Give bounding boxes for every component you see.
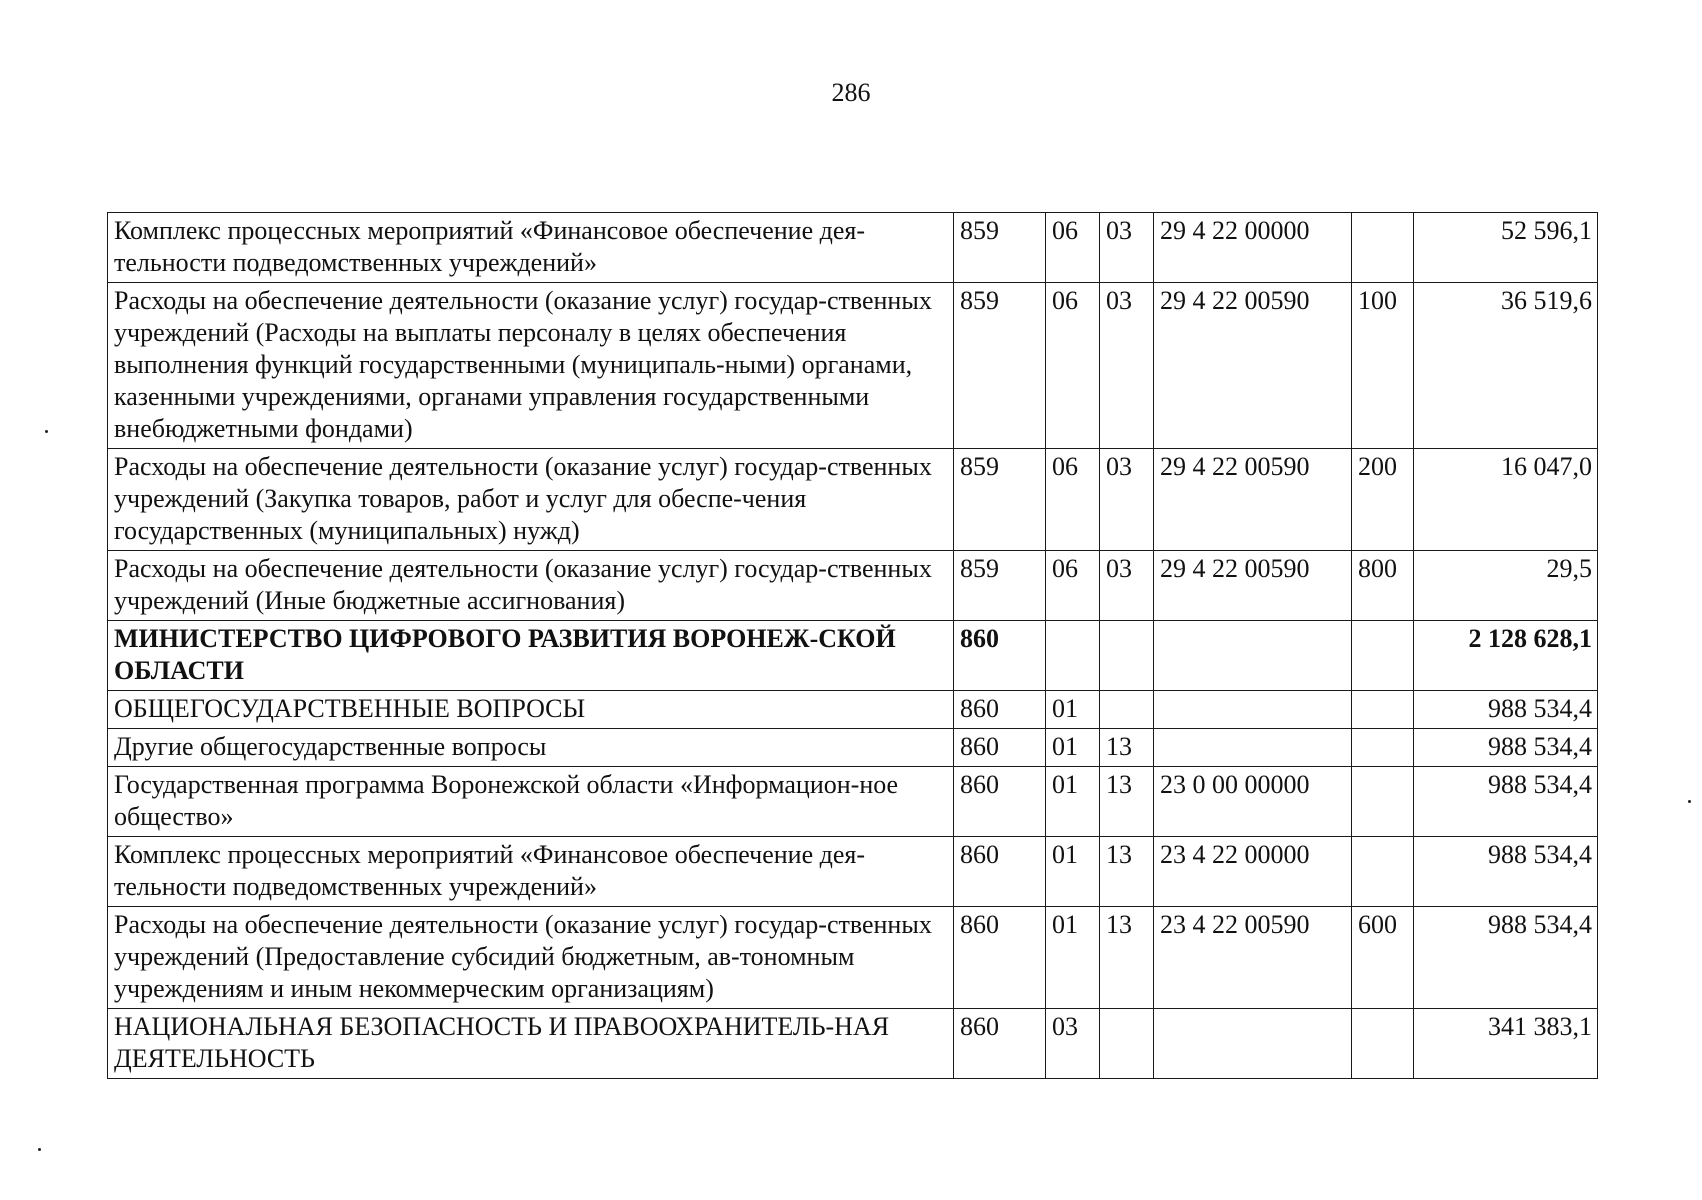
subsection-code-cell: 03: [1100, 213, 1154, 283]
expense-type-cell: [1352, 729, 1414, 767]
ministry-code-cell: 860: [954, 907, 1046, 1009]
amount-cell: 988 534,4: [1414, 767, 1598, 837]
target-article-cell: 29 4 22 00590: [1154, 449, 1352, 551]
section-code-cell: 01: [1046, 729, 1100, 767]
table-row: [108, 1009, 1598, 1079]
table-row: [108, 621, 1598, 691]
target-article-cell: 29 4 22 00000: [1154, 213, 1352, 283]
subsection-code-cell: 03: [1100, 449, 1154, 551]
ministry-code-cell: 860: [954, 767, 1046, 837]
section-code-cell: 01: [1046, 767, 1100, 837]
row-name-cell: НАЦИОНАЛЬНАЯ БЕЗОПАСНОСТЬ И ПРАВООХРАНИТЕЛЬ-НАЯ ДЕЯТЕЛЬНОСТЬ: [108, 1009, 954, 1079]
expense-type-cell: [1352, 1009, 1414, 1079]
subsection-code-cell: 13: [1100, 729, 1154, 767]
section-code-cell: [1046, 621, 1100, 691]
ministry-code-cell: 860: [954, 729, 1046, 767]
row-name-cell: Другие общегосударственные вопросы: [108, 729, 954, 767]
row-name-cell: Расходы на обеспечение деятельности (оказание услуг) государ-ственных учреждений (Предоставление субсидий бюджетным, ав-тономным учреждениям и иным некоммерческим организациям): [108, 907, 954, 1009]
row-name-cell: Расходы на обеспечение деятельности (оказание услуг) государ-ственных учреждений (Расходы на выплаты персоналу в целях обеспечения выполнения функций государственными (муниципаль-ными) органами, казенными учреждениями, органами управления государственными внебюджетными фондами): [108, 283, 954, 449]
table-row: [108, 691, 1598, 729]
ministry-code-cell: 860: [954, 837, 1046, 907]
row-name-cell: Расходы на обеспечение деятельности (оказание услуг) государ-ственных учреждений (Закупка товаров, работ и услуг для обеспе-чения государственных (муниципальных) нужд): [108, 449, 954, 551]
section-code-cell: 03: [1046, 1009, 1100, 1079]
target-article-cell: [1154, 729, 1352, 767]
target-article-cell: 23 4 22 00000: [1154, 837, 1352, 907]
amount-cell: 988 534,4: [1414, 837, 1598, 907]
amount-cell: 988 534,4: [1414, 691, 1598, 729]
expense-type-cell: 100: [1352, 283, 1414, 449]
subsection-code-cell: 03: [1100, 551, 1154, 621]
expense-type-cell: [1352, 837, 1414, 907]
target-article-cell: [1154, 621, 1352, 691]
table-row: [108, 767, 1598, 837]
target-article-cell: 23 4 22 00590: [1154, 907, 1352, 1009]
section-code-cell: 06: [1046, 551, 1100, 621]
page-number: 286: [831, 78, 871, 107]
target-article-cell: [1154, 1009, 1352, 1079]
amount-cell: 52 596,1: [1414, 213, 1598, 283]
budget-table-body: [108, 213, 1598, 1079]
expense-type-cell: 800: [1352, 551, 1414, 621]
row-name-cell: МИНИСТЕРСТВО ЦИФРОВОГО РАЗВИТИЯ ВОРОНЕЖ-СКОЙ ОБЛАСТИ: [108, 621, 954, 691]
row-name-cell: Расходы на обеспечение деятельности (оказание услуг) государ-ственных учреждений (Иные бюджетные ассигнования): [108, 551, 954, 621]
table-row: [108, 907, 1598, 1009]
expense-type-cell: [1352, 621, 1414, 691]
amount-cell: 16 047,0: [1414, 449, 1598, 551]
row-name-cell: Комплекс процессных мероприятий «Финансовое обеспечение дея-тельности подведомственных учреждений»: [108, 213, 954, 283]
ministry-code-cell: 860: [954, 621, 1046, 691]
expense-type-cell: 200: [1352, 449, 1414, 551]
table-row: [108, 449, 1598, 551]
scan-speck: [38, 1148, 41, 1151]
section-code-cell: 01: [1046, 691, 1100, 729]
section-code-cell: 06: [1046, 283, 1100, 449]
subsection-code-cell: [1100, 621, 1154, 691]
ministry-code-cell: 860: [954, 1009, 1046, 1079]
table-row: [108, 213, 1598, 283]
target-article-cell: 29 4 22 00590: [1154, 283, 1352, 449]
table-row: [108, 837, 1598, 907]
ministry-code-cell: 859: [954, 449, 1046, 551]
row-name-cell: Государственная программа Воронежской области «Информацион-ное общество»: [108, 767, 954, 837]
ministry-code-cell: 859: [954, 283, 1046, 449]
section-code-cell: 01: [1046, 907, 1100, 1009]
section-code-cell: 06: [1046, 449, 1100, 551]
ministry-code-cell: 859: [954, 551, 1046, 621]
amount-cell: 988 534,4: [1414, 907, 1598, 1009]
subsection-code-cell: [1100, 1009, 1154, 1079]
table-row: [108, 551, 1598, 621]
target-article-cell: 29 4 22 00590: [1154, 551, 1352, 621]
subsection-code-cell: 13: [1100, 837, 1154, 907]
amount-cell: 2 128 628,1: [1414, 621, 1598, 691]
expense-type-cell: [1352, 691, 1414, 729]
subsection-code-cell: 13: [1100, 907, 1154, 1009]
table-row: [108, 283, 1598, 449]
amount-cell: 341 383,1: [1414, 1009, 1598, 1079]
subsection-code-cell: 03: [1100, 283, 1154, 449]
scan-speck: [1688, 800, 1691, 803]
table-row: [108, 729, 1598, 767]
ministry-code-cell: 859: [954, 213, 1046, 283]
expense-type-cell: [1352, 767, 1414, 837]
amount-cell: 988 534,4: [1414, 729, 1598, 767]
scan-speck: [45, 430, 48, 433]
expense-type-cell: [1352, 213, 1414, 283]
subsection-code-cell: [1100, 691, 1154, 729]
expense-type-cell: 600: [1352, 907, 1414, 1009]
subsection-code-cell: 13: [1100, 767, 1154, 837]
amount-cell: 29,5: [1414, 551, 1598, 621]
amount-cell: 36 519,6: [1414, 283, 1598, 449]
row-name-cell: Комплекс процессных мероприятий «Финансовое обеспечение дея-тельности подведомственных учреждений»: [108, 837, 954, 907]
ministry-code-cell: 860: [954, 691, 1046, 729]
budget-table: [107, 212, 1598, 1079]
target-article-cell: 23 0 00 00000: [1154, 767, 1352, 837]
section-code-cell: 06: [1046, 213, 1100, 283]
row-name-cell: ОБЩЕГОСУДАРСТВЕННЫЕ ВОПРОСЫ: [108, 691, 954, 729]
target-article-cell: [1154, 691, 1352, 729]
section-code-cell: 01: [1046, 837, 1100, 907]
